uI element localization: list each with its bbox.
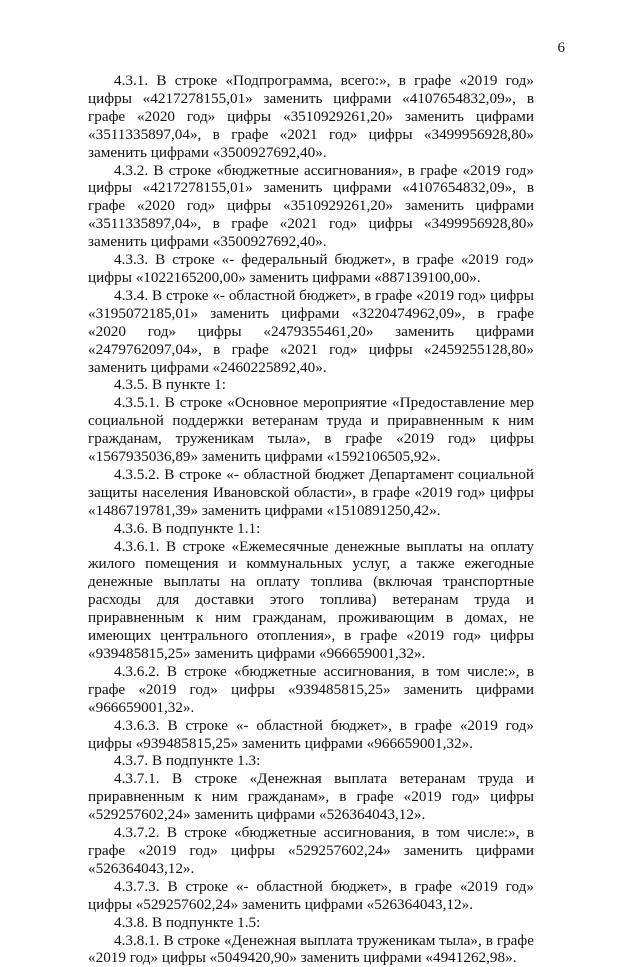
paragraph-4-3-3: 4.3.3. В строке «- федеральный бюджет», в графе «2019 год» цифры «1022165200,00» заменить цифрами «887139100,00». [88,251,534,287]
paragraph-4-3-8-1: 4.3.8.1. В строке «Денежная выплата труженикам тыла», в графе «2019 год» цифры «5049420,90» заменить цифрами «4941262,98». [88,932,534,967]
paragraph-4-3-4: 4.3.4. В строке «- областной бюджет», в графе «2019 год» цифры «3195072185,01» заменить цифрами «3220474962,09», в графе «2020 год» цифры «2479355461,20» заменить цифрами «2479762097,04», в графе «2021 год» цифры «2459255128,80» заменить цифрами «2460225892,40». [88,287,534,377]
paragraph-4-3-6-3: 4.3.6.3. В строке «- областной бюджет», в графе «2019 год» цифры «939485815,25» заменить цифрами «966659001,32». [88,717,534,753]
paragraph-4-3-5: 4.3.5. В пункте 1: [88,376,534,394]
paragraph-4-3-8: 4.3.8. В подпункте 1.5: [88,914,534,932]
paragraph-4-3-1: 4.3.1. В строке «Подпрограмма, всего:», в графе «2019 год» цифры «4217278155,01» заменить цифрами «4107654832,09», в графе «2020 год» цифры «3510929261,20» заменить цифрами «3511335897,04», в графе «2021 год» цифры «3499956928,80» заменить цифрами «3500927692,40». [88,72,534,162]
document-body [88,72,534,967]
page-number: 6 [558,40,566,58]
paragraph-4-3-6-2: 4.3.6.2. В строке «бюджетные ассигнования, в том числе:», в графе «2019 год» цифры «939485815,25» заменить цифрами «966659001,32». [88,663,534,717]
paragraph-4-3-6: 4.3.6. В подпункте 1.1: [88,520,534,538]
paragraph-4-3-7-2: 4.3.7.2. В строке «бюджетные ассигнования, в том числе:», в графе «2019 год» цифры «529257602,24» заменить цифрами «526364043,12». [88,824,534,878]
paragraph-4-3-7: 4.3.7. В подпункте 1.3: [88,752,534,770]
paragraph-4-3-6-1: 4.3.6.1. В строке «Ежемесячные денежные выплаты на оплату жилого помещения и коммунальных услуг, а также ежегодные денежные выплаты на оплату топлива (включая транспортные расходы для доставки этого топлива) ветеранам труда и приравненным к ним гражданам, проживающим в домах, не имеющих центрального отопления», в графе «2019 год» цифры «939485815,25» заменить цифрами «966659001,32». [88,538,534,663]
paragraph-4-3-5-1: 4.3.5.1. В строке «Основное мероприятие «Предоставление мер социальной поддержки ветеранам труда и приравненным к ним гражданам, труженикам тыла», в графе «2019 год» цифры «1567935036,89» заменить цифрами «1592106505,92». [88,394,534,466]
paragraph-4-3-7-1: 4.3.7.1. В строке «Денежная выплата ветеранам труда и приравненным к ним гражданам», в графе «2019 год» цифры «529257602,24» заменить цифрами «526364043,12». [88,770,534,824]
paragraph-4-3-2: 4.3.2. В строке «бюджетные ассигнования», в графе «2019 год» цифры «4217278155,01» заменить цифрами «4107654832,09», в графе «2020 год» цифры «3510929261,20» заменить цифрами «3511335897,04», в графе «2021 год» цифры «3499956928,80» заменить цифрами «3500927692,40». [88,162,534,252]
paragraph-4-3-7-3: 4.3.7.3. В строке «- областной бюджет», в графе «2019 год» цифры «529257602,24» заменить цифрами «526364043,12». [88,878,534,914]
paragraph-4-3-5-2: 4.3.5.2. В строке «- областной бюджет Департамент социальной защиты населения Ивановской области», в графе «2019 год» цифры «1486719781,39» заменить цифрами «1510891250,42». [88,466,534,520]
